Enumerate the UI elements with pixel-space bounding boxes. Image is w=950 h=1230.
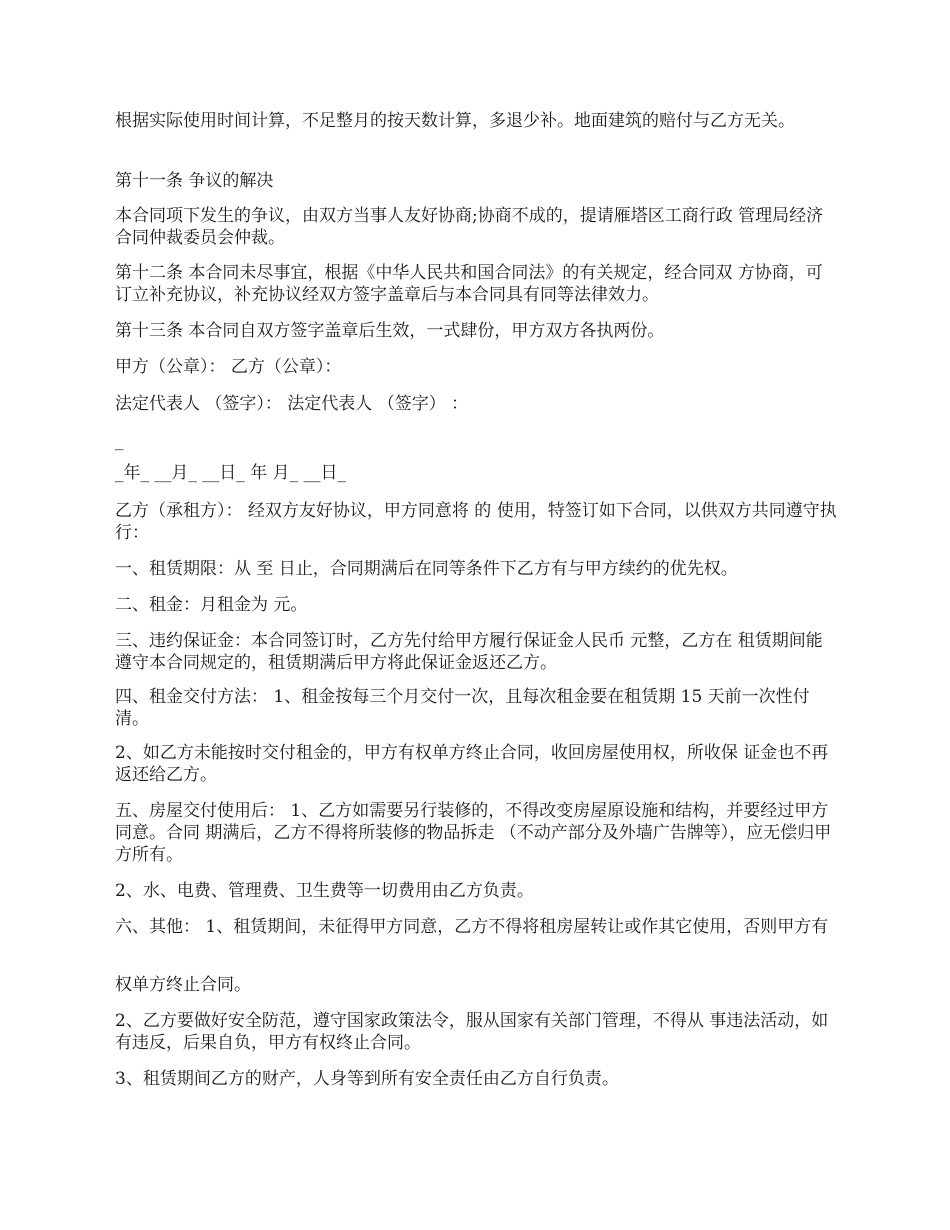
clause-other-cont: 权单方终止合同。	[115, 975, 251, 995]
clause-safety: 2、乙方要做好安全防范，遵守国家政策法令，服从国家有关部门管理，不得从 事违法活动，如有违反，后果自负，甲方有权终止合同。	[115, 1011, 829, 1053]
clause-utilities: 2、水、电费、管理费、卫生费等一切费用由乙方负责。	[115, 881, 534, 901]
clause-other: 六、其他： 1、租赁期间，未征得甲方同意，乙方不得将租房屋转让或作其它使用，否则甲方有	[115, 917, 829, 937]
paragraph-settlement: 根据实际使用时间计算，不足整月的按天数计算，多退少补。地面建筑的赔付与乙方无关。	[115, 111, 795, 131]
paragraph-article-13: 第十三条 本合同自双方签字盖章后生效，一式肆份，甲方双方各执两份。	[115, 321, 665, 341]
signature-line: 法定代表人 （签字）： 法定代表人 （签字） ：	[115, 394, 469, 414]
paragraph-tenant-intro: 乙方（承租方）： 经双方友好协议，甲方同意将 的 使用，特签订如下合同，以供双方共同遵守执行：	[115, 501, 837, 543]
clause-liability: 3、租赁期间乙方的财产，人身等到所有安全责任由乙方自行负责。	[115, 1069, 619, 1089]
seal-line: 甲方（公章）： 乙方（公章）：	[115, 357, 342, 377]
date-line: _年_ __月_ __日_ 年 月_ __日_	[115, 463, 347, 483]
clause-payment: 四、租金交付方法： 1、租金按每三个月交付一次，且每次租金要在租赁期 15 天前一次性付清。	[115, 687, 810, 729]
paragraph-dispute: 本合同项下发生的争议，由双方当事人友好协商;协商不成的，提请雁塔区工商行政 管理局经济合同仲裁委员会仲裁。	[115, 206, 824, 248]
clause-handover: 五、房屋交付使用后： 1、乙方如需要另行装修的，不得改变房屋原设施和结构，并要经过甲方同意。合同 期满后，乙方不得将所装修的物品拆走 （不动产部分及外墙广告牌等），应无偿归甲方所有。	[115, 801, 832, 865]
blank-line: _	[115, 431, 124, 451]
clause-payment-default: 2、如乙方未能按时交付租金的，甲方有权单方终止合同，收回房屋使用权，所收保 证金也不再返还给乙方。	[115, 743, 829, 785]
paragraph-article-12: 第十二条 本合同未尽事宜，根据《中华人民共和国合同法》的有关规定，经合同双 方协商，可订立补充协议，补充协议经双方签字盖章后与本合同具有同等法律效力。	[115, 263, 823, 305]
clause-deposit: 三、违约保证金：本合同签订时，乙方先付给甲方履行保证金人民币 元整，乙方在 租赁期间能遵守本合同规定的，租赁期满后甲方将此保证金返还乙方。	[115, 631, 823, 673]
clause-rent: 二、租金：月租金为 元。	[115, 595, 308, 615]
clause-term: 一、租赁期限：从 至 日止，合同期满后在同等条件下乙方有与甲方续约的优先权。	[115, 559, 738, 579]
heading-article-11: 第十一条 争议的解决	[115, 171, 274, 191]
